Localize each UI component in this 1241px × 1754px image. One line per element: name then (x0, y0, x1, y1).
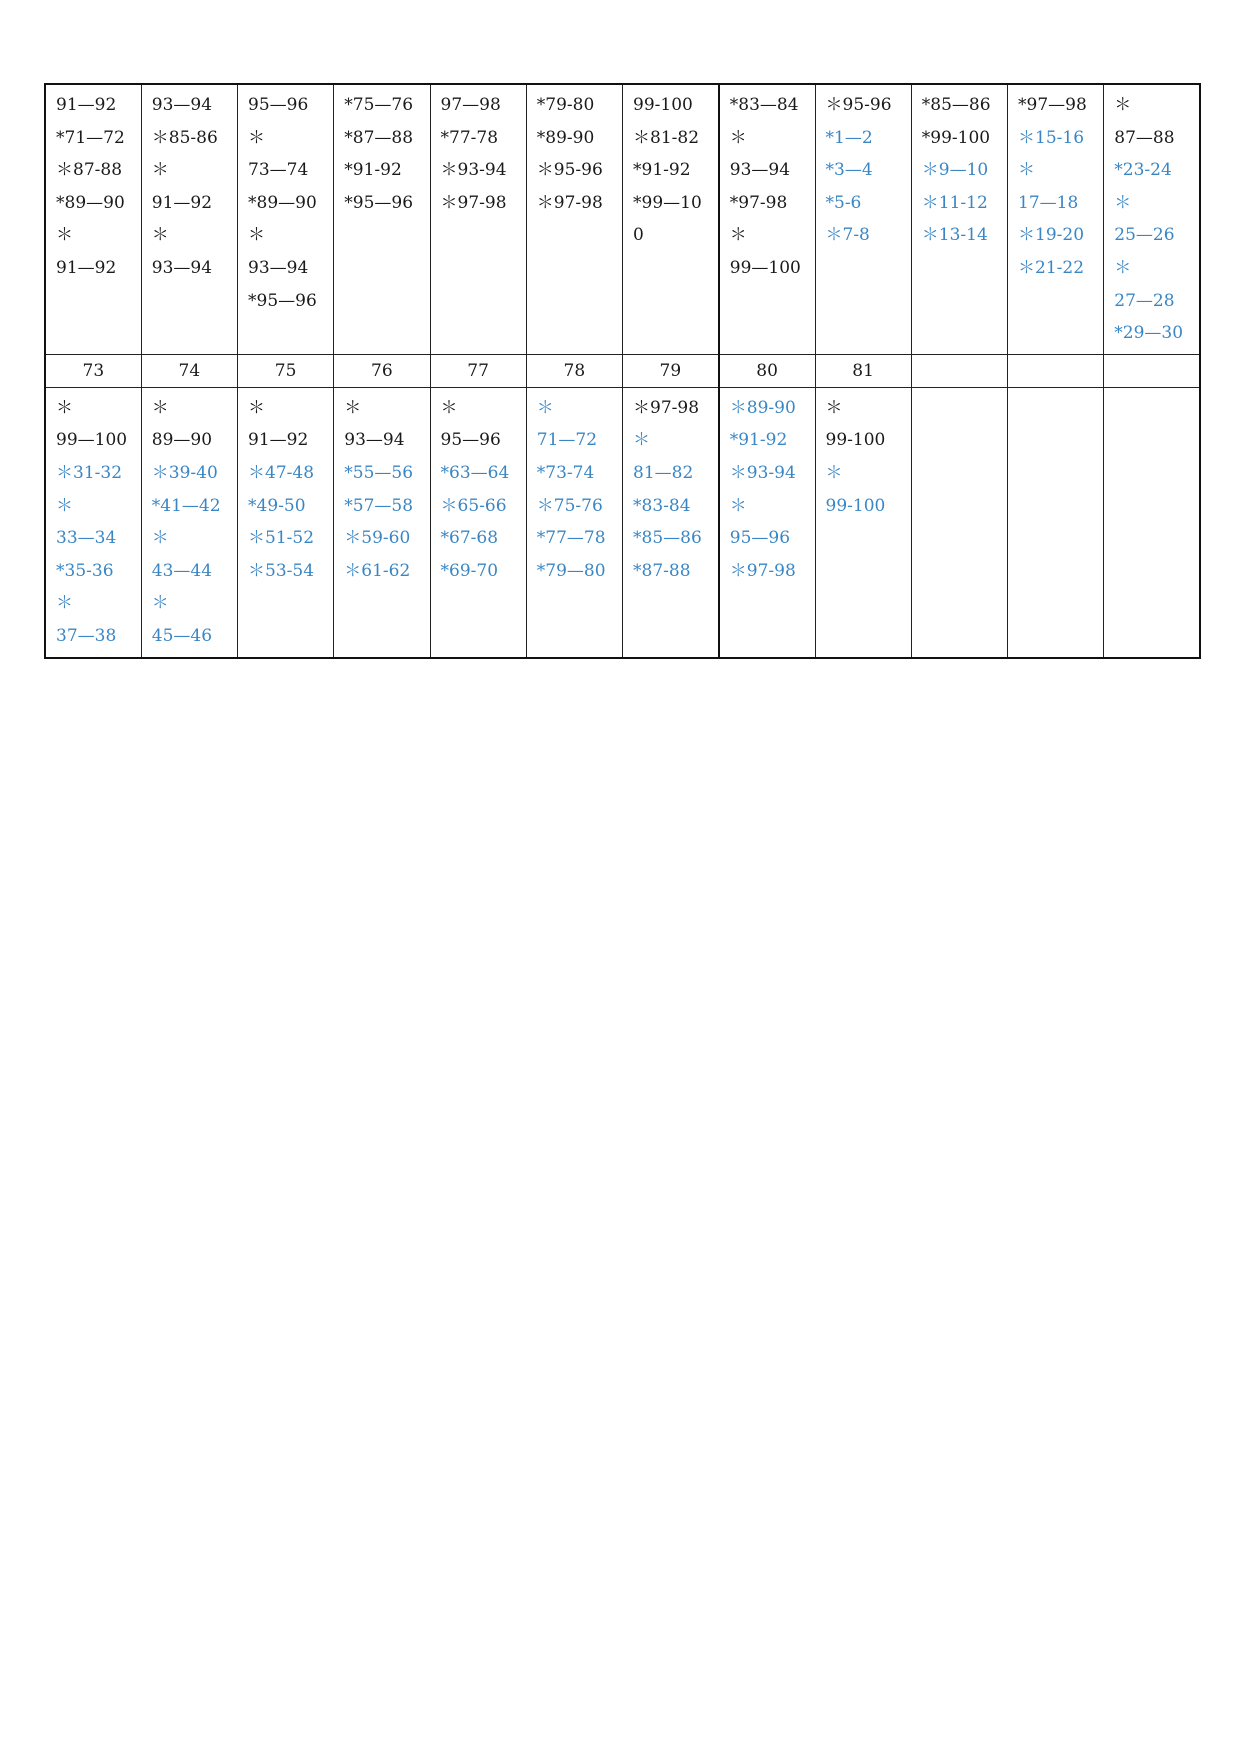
cell-line: ＊7-8 (825, 225, 870, 246)
cell-line: ＊ (248, 127, 265, 148)
cell-line: ＊ (1114, 192, 1132, 213)
cell-line: 33—34 (56, 528, 117, 549)
cell-line: ＊ (729, 495, 747, 516)
cell-line: ＊ (1114, 257, 1132, 278)
cell-line: *23-24 (1114, 160, 1172, 181)
cell-line: *83-84 (633, 495, 691, 516)
cell-line: *87—88 (344, 127, 414, 148)
cell-line: *49-50 (248, 495, 306, 516)
cell-line: 99—100 (729, 257, 801, 278)
cell-line: *3—4 (825, 160, 873, 181)
cell-line: 89—90 (151, 430, 213, 451)
cell-line: 93—94 (248, 257, 309, 278)
cell-line: ＊53-54 (248, 560, 315, 581)
column-label: 73 (45, 354, 141, 387)
table-cell (430, 387, 526, 657)
cell-line: 71—72 (536, 430, 598, 451)
column-label (911, 354, 1007, 387)
cell-line: ＊ (151, 160, 169, 181)
cell-line: *75—76 (344, 95, 414, 115)
cell-line: ＊ (56, 225, 73, 246)
cell-line: *89-90 (536, 127, 595, 148)
cell-line: ＊ (536, 397, 554, 418)
cell-line: *97—98 (1018, 95, 1087, 115)
cell-line: 95—96 (729, 528, 791, 549)
cell-line: *79-80 (536, 95, 595, 115)
cell-line: 91—92 (56, 95, 117, 115)
cell-line: ＊11-12 (921, 192, 988, 213)
cell-line: 91—92 (56, 257, 117, 278)
cell-line: *79—80 (536, 560, 606, 581)
table-cell (911, 84, 1007, 354)
cell-line: ＊ (56, 593, 73, 614)
cell-line: ＊ (56, 495, 73, 516)
cell-line: 93—94 (151, 257, 213, 278)
column-label: 76 (334, 354, 430, 387)
cell-line: 87—88 (1114, 127, 1175, 148)
cell-line: ＊ (248, 225, 265, 246)
cell-line: ＊13-14 (921, 225, 988, 246)
cell-line: 17—18 (1018, 192, 1079, 213)
table-cell (141, 84, 237, 354)
cell-line: ＊21-22 (1018, 257, 1085, 278)
table-cell (719, 84, 815, 354)
cell-line: *91-92 (344, 160, 402, 181)
cell-line: ＊ (440, 397, 458, 418)
cell-line: ＊47-48 (248, 462, 315, 483)
column-label (1008, 354, 1104, 387)
column-label: 79 (623, 354, 719, 387)
table-cell (45, 387, 141, 657)
column-label: 81 (815, 354, 911, 387)
cell-line: *89—90 (56, 192, 125, 213)
column-label: 74 (141, 354, 237, 387)
cell-line: *85—86 (633, 528, 702, 549)
table-cell (1104, 84, 1200, 354)
cell-line: *29—30 (1114, 323, 1184, 344)
cell-line: *99-100 (921, 127, 991, 148)
cell-line: ＊97-98 (440, 192, 507, 213)
cell-line: *5-6 (825, 192, 862, 213)
cell-line: ＊ (248, 397, 265, 418)
column-label: 77 (430, 354, 526, 387)
table-row-labels (45, 354, 1200, 387)
cell-line: ＊ (825, 397, 843, 418)
table-cell (719, 387, 815, 657)
cell-line: 93—94 (344, 430, 405, 451)
column-label: 78 (526, 354, 622, 387)
cell-line: ＊51-52 (248, 528, 315, 549)
cell-line: ＊ (633, 430, 650, 451)
cell-line: ＊ (151, 593, 169, 614)
cell-line: 99-100 (825, 495, 886, 516)
cell-line: ＊97-98 (633, 397, 700, 418)
cell-line: ＊ (825, 462, 843, 483)
cell-line: ＊75-76 (536, 495, 603, 516)
cell-line: ＊59-60 (344, 528, 411, 549)
table-cell (45, 84, 141, 354)
table-cell (815, 387, 911, 657)
column-label: 80 (719, 354, 815, 387)
cell-line: ＊95-96 (825, 95, 892, 115)
cell-line: ＊15-16 (1018, 127, 1085, 148)
cell-line: *57—58 (344, 495, 414, 516)
schedule-table (44, 83, 1201, 659)
cell-line: *71—72 (56, 127, 125, 148)
cell-line: *95—96 (248, 290, 317, 311)
cell-line: *91-92 (729, 430, 788, 451)
cell-line: ＊87-88 (56, 160, 123, 181)
table-cell (815, 84, 911, 354)
table-row-bottom (45, 387, 1200, 657)
table-cell (238, 387, 334, 657)
table-cell (1104, 387, 1200, 657)
cell-line: *99—10 (633, 192, 702, 213)
cell-line: ＊93-94 (729, 462, 796, 483)
cell-line: 45—46 (151, 625, 213, 646)
table-cell (526, 84, 622, 354)
cell-line: *73-74 (536, 462, 595, 483)
cell-line: *95—96 (344, 192, 414, 213)
cell-line: ＊61-62 (344, 560, 411, 581)
cell-line: *63—64 (440, 462, 510, 483)
cell-line: ＊ (729, 127, 747, 148)
cell-line: ＊ (56, 397, 73, 418)
cell-line: ＊ (151, 397, 169, 418)
cell-line: ＊97-98 (536, 192, 603, 213)
cell-line: ＊81-82 (633, 127, 700, 148)
table-cell (238, 84, 334, 354)
cell-line: *83—84 (729, 95, 799, 115)
cell-line: *77-78 (440, 127, 499, 148)
cell-line: *89—90 (248, 192, 317, 213)
table-cell (334, 84, 430, 354)
cell-line: *91-92 (633, 160, 691, 181)
cell-line: *87-88 (633, 560, 691, 581)
cell-line: 99—100 (56, 430, 128, 451)
cell-line: 93—94 (729, 160, 791, 181)
cell-line: 0 (633, 225, 644, 246)
table-cell (1008, 387, 1104, 657)
cell-line: ＊ (729, 225, 747, 246)
cell-line: ＊95-96 (536, 160, 603, 181)
cell-line: 95—96 (440, 430, 501, 451)
cell-line: 27—28 (1114, 290, 1175, 311)
cell-line: ＊39-40 (151, 462, 218, 483)
cell-line: ＊19-20 (1018, 225, 1085, 246)
table-cell (526, 387, 622, 657)
cell-line: 91—92 (248, 430, 309, 451)
cell-line: *55—56 (344, 462, 414, 483)
cell-line: ＊9—10 (921, 160, 989, 181)
table-cell (141, 387, 237, 657)
cell-line: *85—86 (921, 95, 991, 115)
cell-line: 25—26 (1114, 225, 1175, 246)
cell-line: *1—2 (825, 127, 873, 148)
table-cell (623, 84, 719, 354)
cell-line: *69-70 (440, 560, 499, 581)
cell-line: 99-100 (825, 430, 886, 451)
cell-line: ＊93-94 (440, 160, 507, 181)
cell-line: 43—44 (151, 560, 213, 581)
cell-line: *35-36 (56, 560, 114, 581)
table-cell (430, 84, 526, 354)
column-label (1104, 354, 1200, 387)
cell-line: ＊ (344, 397, 362, 418)
cell-line: ＊ (1018, 160, 1035, 181)
cell-line: ＊65-66 (440, 495, 507, 516)
cell-line: 37—38 (56, 625, 117, 646)
cell-line: 93—94 (151, 95, 213, 115)
cell-line: 81—82 (633, 462, 694, 483)
cell-line: 91—92 (151, 192, 213, 213)
column-label: 75 (238, 354, 334, 387)
table-cell (334, 387, 430, 657)
cell-line: *67-68 (440, 528, 499, 549)
cell-line: 99-100 (633, 95, 693, 115)
cell-line: *41—42 (151, 495, 221, 516)
table-cell (1008, 84, 1104, 354)
cell-line: 73—74 (248, 160, 309, 181)
table-cell (623, 387, 719, 657)
cell-line: 95—96 (248, 95, 309, 115)
cell-line: ＊89-90 (729, 397, 796, 418)
cell-line: ＊ (151, 225, 169, 246)
cell-line: ＊ (151, 528, 169, 549)
cell-line: ＊85-86 (151, 127, 218, 148)
cell-line: ＊97-98 (729, 560, 796, 581)
cell-line: *97-98 (729, 192, 788, 213)
cell-line: 97—98 (440, 95, 501, 115)
cell-line: ＊ (1114, 95, 1132, 115)
table-cell (911, 387, 1007, 657)
cell-line: ＊31-32 (56, 462, 123, 483)
cell-line: *77—78 (536, 528, 606, 549)
table-row-top (45, 84, 1200, 354)
